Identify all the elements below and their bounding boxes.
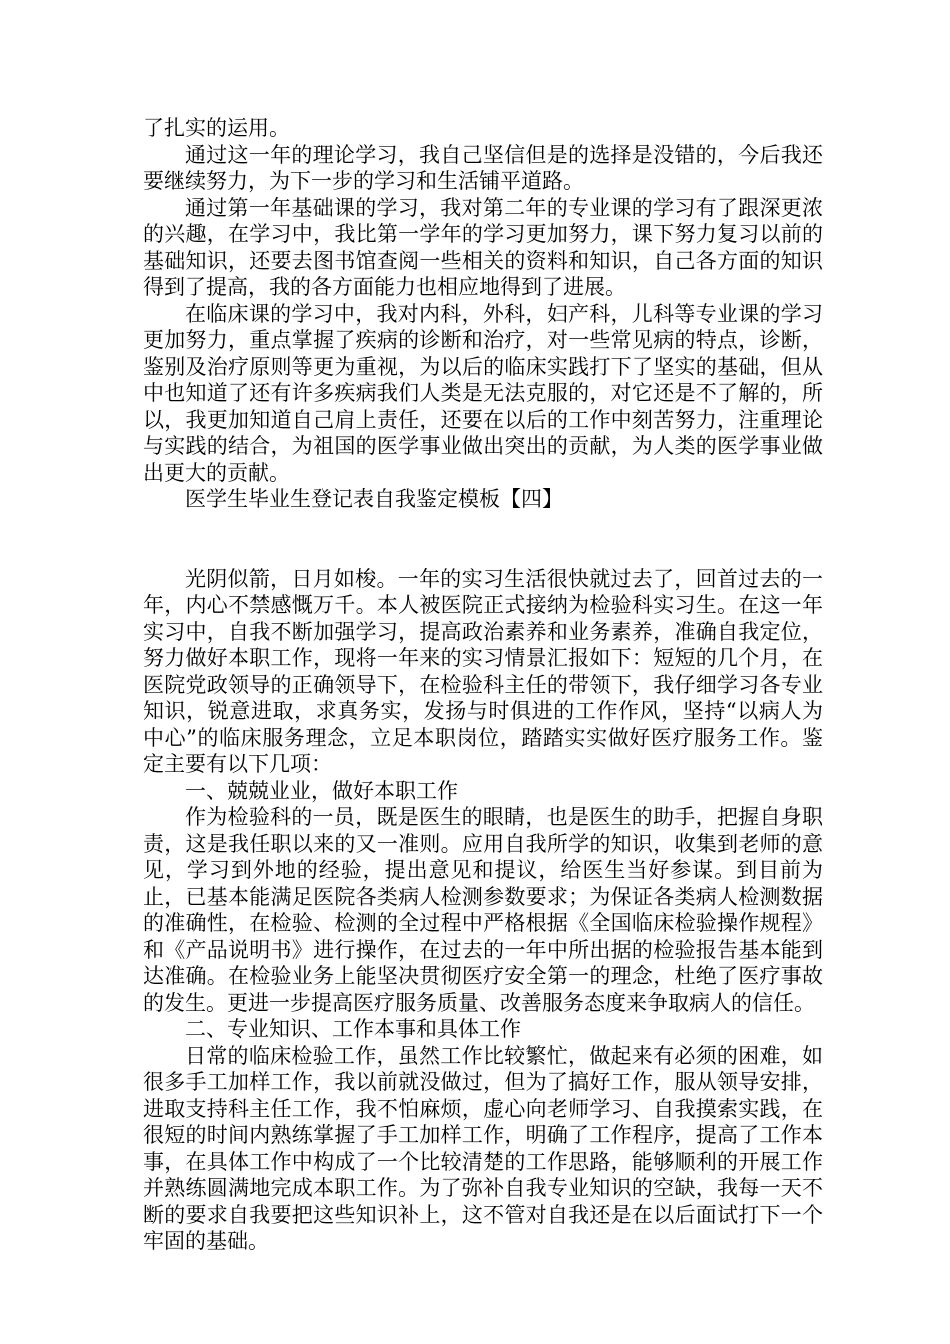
paragraph: 作为检验科的一员，既是医生的眼睛，也是医生的助手，把握自身职责，这是我任职以来的又一准则。应用自我所学的知识，收集到老师的意见，学习到外地的经验，提出意见和提议，给医生当好参谋。到目前为止，已基本能满足医院各类病人检测参数要求；为保证各类病人检测数据的准确性，在检验、检测的全过程中严格根据《全国临床检验操作规程》和《产品说明书》进行操作，在过去的一年中所出据的检验报告基本能到达准确。在检验业务上能坚决贯彻医疗安全第一的理念，杜绝了医疗事故的发生。更进一步提高医疗服务质量、改善服务态度来争取病人的信任。 bbox=[143, 805, 823, 1015]
paragraph: 了扎实的运用。 bbox=[143, 116, 290, 140]
section-heading: 医学生毕业生登记表自我鉴定模板【四】 bbox=[185, 487, 563, 511]
paragraph: 通过这一年的理论学习，我自己坚信但是的选择是没错的，今后我还要继续努力，为下一步的学习和生活铺平道路。 bbox=[143, 142, 823, 193]
subheading: 二、专业知识、工作本事和具体工作 bbox=[185, 1017, 521, 1041]
paragraph: 在临床课的学习中，我对内科，外科，妇产科，儿科等专业课的学习更加努力，重点掌握了疾病的诊断和治疗，对一些常见病的特点，诊断，鉴别及治疗原则等更为重视，为以后的临床实践打下了坚实的基础，但从中也知道了还有许多疾病我们人类是无法克服的，对它还是不了解的，所以，我更加知道自己肩上责任，还要在以后的工作中刻苦努力，注重理论与实践的结合，为祖国的医学事业做出突出的贡献，为人类的医学事业做出更大的贡献。 bbox=[143, 301, 823, 485]
paragraph: 光阴似箭，日月如梭。一年的实习生活很快就过去了，回首过去的一年，内心不禁感慨万千。本人被医院正式接纳为检验科实习生。在这一年实习中，自我不断加强学习，提高政治素养和业务素养，准确自我定位，努力做好本职工作，现将一年来的实习情景汇报如下：短短的几个月，在医院党政领导的正确领导下，在检验科主任的带领下，我仔细学习各专业知识，锐意进取，求真务实，发扬与时俱进的工作作风，坚持“以病人为中心”的临床服务理念，立足本职岗位，踏踏实实做好医疗服务工作。鉴定主要有以下几项： bbox=[143, 566, 823, 776]
subheading: 一、兢兢业业，做好本职工作 bbox=[185, 778, 458, 803]
paragraph: 通过第一年基础课的学习，我对第二年的专业课的学习有了跟深更浓的兴趣，在学习中，我比第一学年的学习更加努力，课下努力复习以前的基础知识，还要去图书馆查阅一些相关的资料和知识，自己各方面的知识得到了提高，我的各方面能力也相应地得到了进展。 bbox=[143, 195, 823, 299]
paragraph: 日常的临床检验工作，虽然工作比较繁忙，做起来有必须的困难，如很多手工加样工作，我以前就没做过，但为了搞好工作，服从领导安排，进取支持科主任工作，我不怕麻烦，虚心向老师学习、自我摸索实践，在很短的时间内熟练掌握了手工加样工作，明确了工作程序，提高了工作本事，在具体工作中构成了一个比较清楚的工作思路，能够顺利的开展工作并熟练圆满地完成本职工作。为了弥补自我专业知识的空缺，我每一天不断的要求自我要把这些知识补上，这不管对自我还是在以后面试打下一个牢固的基础。 bbox=[143, 1043, 823, 1253]
blank-line bbox=[143, 513, 823, 566]
document-body bbox=[143, 115, 823, 1255]
